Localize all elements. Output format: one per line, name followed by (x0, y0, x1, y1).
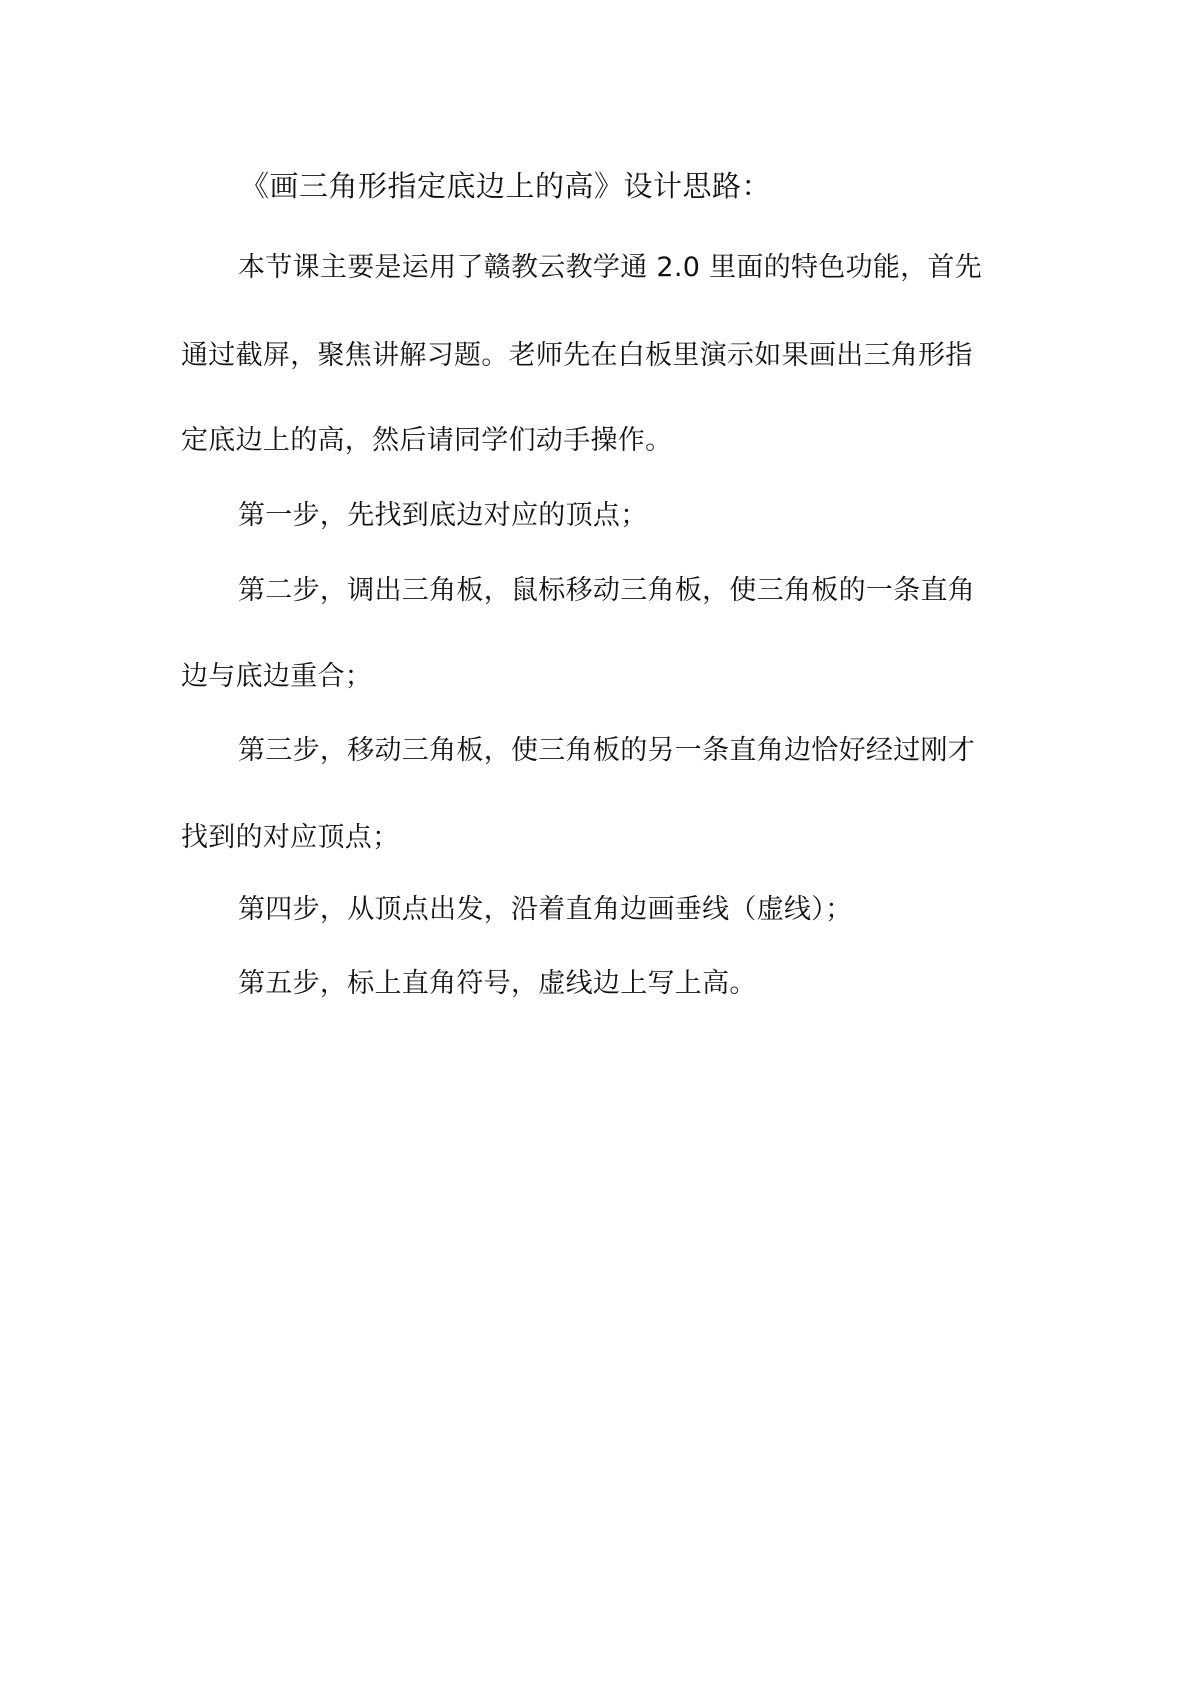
document-title: 《画三角形指定底边上的高》设计思路： (240, 169, 772, 203)
intro-line-1: 本节课主要是运用了赣教云教学通 2.0 里面的特色功能，首先 (238, 252, 983, 283)
step-2-line-2: 边与底边重合； (181, 661, 373, 692)
intro-line-2: 通过截屏，聚焦讲解习题。老师先在白板里演示如果画出三角形指 (181, 340, 973, 371)
step-3-line-1: 第三步，移动三角板，使三角板的另一条直角边恰好经过刚才 (238, 735, 976, 766)
intro-line-3: 定底边上的高，然后请同学们动手操作。 (181, 425, 673, 456)
step-3-line-2: 找到的对应顶点； (181, 822, 400, 853)
step-4-line-1: 第四步，从顶点出发，沿着直角边画垂线（虚线）； (238, 894, 853, 925)
step-5-line-1: 第五步，标上直角符号，虚线边上写上高。 (238, 968, 757, 999)
step-2-line-1: 第二步，调出三角板，鼠标移动三角板，使三角板的一条直角 (238, 575, 976, 606)
step-1-line-1: 第一步，先找到底边对应的顶点； (238, 500, 648, 531)
